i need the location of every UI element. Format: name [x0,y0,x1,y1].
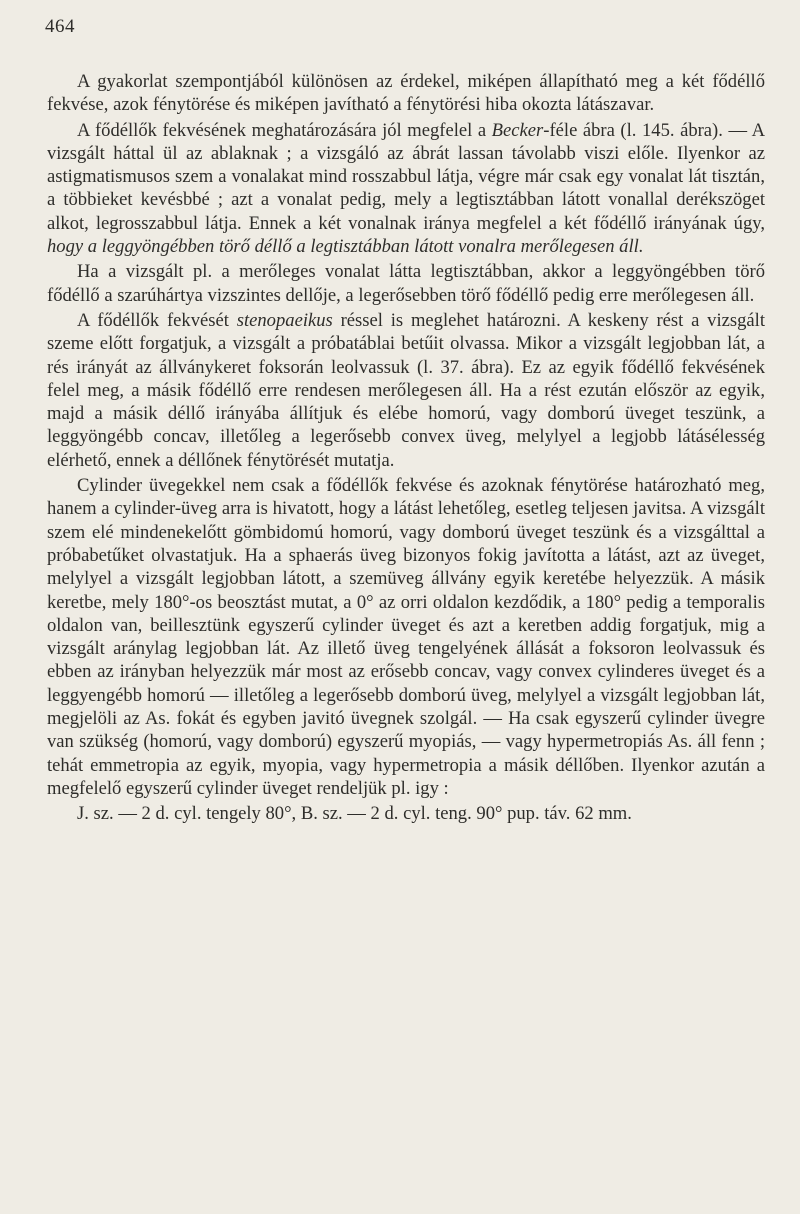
text-segment: Ha a vizsgált pl. a merőleges vonalat látta legtisztábban, akkor a leggyöngébben törő fődéllő a szarúhártya vizszintes dellője, a legerősebben törő fődéllő pedig erre merőlegesen áll. [47,261,765,306]
text-segment: réssel is meglehet határozni. A keskeny rést a vizsgált szeme előtt forgatjuk, a vizsgált a próbatáblai betűit olvassa. Mikor a vizsgált legjobban lát, a rés irányát az állványkeret foksorán leolvassuk (l. 37. ábra). Ez az egyik fődéllő fekvésének felel meg, a másik fődéllő erre rendesen merőlegesen áll. Ha a rést ezután először az egyik, majd a másik déllő irányába állítjuk és elébe homorú, vagy domború üveget teszünk, a leggyöngébb concav, illetőleg a legerősebb convex üveg, melylyel a legjobb látásélesség elérhető, ennek a déllőnek fénytörését mutatja. [47,309,765,471]
text-segment: Cylinder üvegekkel nem csak a fődéllők fekvése és azoknak fénytörése határozható meg, hanem a cylinder-üveg arra is hivatott, hogy a látást lehetőleg, esetleg teljesen javitsa. A vizsgált szem elé mindenekelőtt gömbidomú homorú, vagy domború üveget teszünk és a vizsgálttal a próbabetűket olvastatjuk. Ha a sphaerás üveg bizonyos fokig javította a látást, azt az üveget, melylyel a vizsgált legjobban látott, a szemüveg állvány egyik keretébe helyezzük. A másik keretbe, mely 180°-os beosztást mutat, a 0° az orri oldalon kezdődik, a 180° pedig a temporalis oldalon van, beillesztünk egyszerű cylinder üveget és azt a keretben addig forgatjuk, mig a vizsgált aránylag legjobban lát. Az illető üveg tengelyének állását a foksoron leolvassuk és ebben az irányban helyezzük már most az erősebb concav, vagy convex cylinderes üveget és a leggyengébb homorú — illetőleg a legerősebb domború üveg, melylyel a vizsgált legjobban lát, megjelöli az As. fokát és egyben javitó üvegnek szolgál. — Ha csak egyszerű cylinder üvegre van szükség (homorú, vagy domború) egyszerű myopiás, — vagy hypermetropiás As. áll fenn ; tehát emmetropia az egyik, myopia, vagy hypermetropia a másik déllőben. Ilyenkor azután a megfelelő egyszerű cylinder üveget rendeljük pl. igy : [47,475,765,799]
prescription-line [47,802,765,825]
paragraph [47,70,765,117]
paragraph [47,474,765,800]
paragraph [47,260,765,307]
paragraph [47,309,765,472]
paragraph [47,119,765,259]
author-name-italic: Becker [491,119,544,141]
term-italic: stenopaeikus [236,309,333,331]
text-segment: -féle ábra (l. 145. ábra). — A vizsgált háttal ül az ablaknak ; a vizsgáló az ábrát lassan távolabb viszi előle. Ilyenkor az astigmatismusos szem a vonalakat mind rosszabbul látja, végre már csak egy vonalat lát tisztán, a többieket kevésbbé ; azt a vonalat pedig, mely a legtisztábban látott vonallal derékszöget alkot, legrosszabbul látja. Ennek a két vonalnak iránya megfelel a két fődéllő irányának úgy, [47,119,765,234]
text-segment: A fődéllők fekvését [77,309,237,331]
emphasized-rule: hogy a leggyöngébben törő déllő a legtisztábban látott vonalra merőlegesen áll. [47,236,644,258]
body-text [47,70,765,828]
text-segment: A gyakorlat szempontjából különösen az érdekel, miképen állapítható meg a két fődéllő fekvése, azok fénytörése és miképen javítható a fénytörési hiba okozta látászavar. [47,71,765,116]
text-segment: J. sz. — 2 d. cyl. tengely 80°, B. sz. — 2 d. cyl. teng. 90° pup. táv. 62 mm. [77,803,632,825]
page-number: 464 [45,16,75,37]
text-segment: A fődéllők fekvésének meghatározására jól megfelel a [77,119,492,141]
